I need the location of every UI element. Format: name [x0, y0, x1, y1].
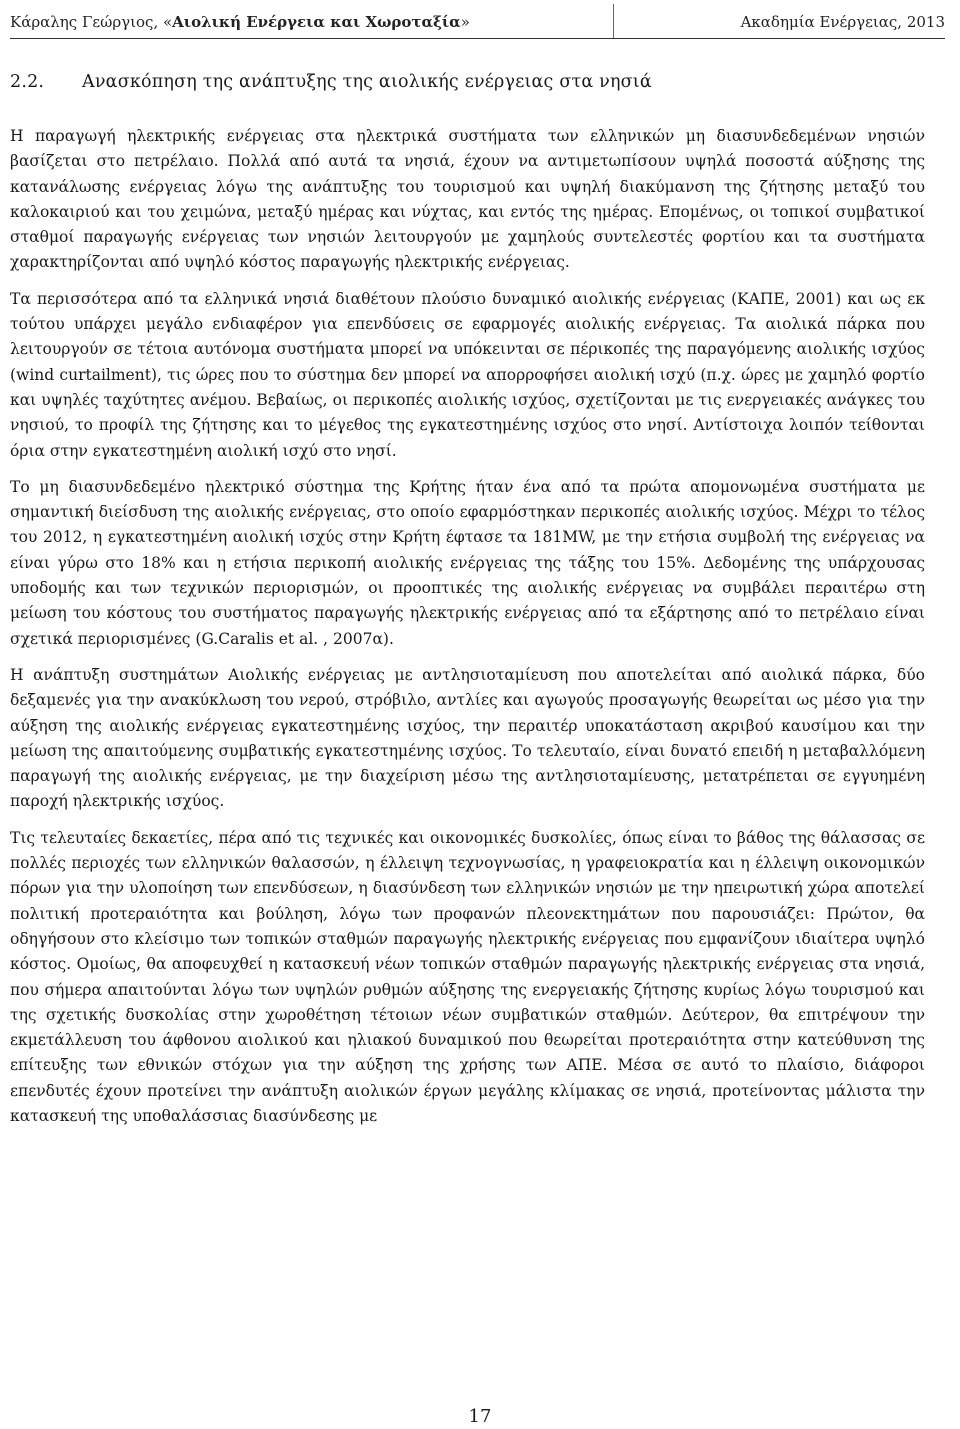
header-rule: [10, 38, 945, 39]
paragraph: Το μη διασυνδεδεμένο ηλεκτρικό σύστημα της Κρήτης ήταν ένα από τα πρώτα απομονωμένα συστήματα με σημαντική διείσδυση της αιολικής ενέργειας, στο οποίο εφαρμόστηκαν περικοπές αιολικής ισχύος. Μέχρι το τέλος του 2012, η εγκατεστημένη αιολική ισχύς στην Κρήτη έφτασε τα 181MW, με την ετήσια συμβολή της ενέργειας να είναι γύρω στο 18% και η ετήσια περικοπή αιολικής ενέργειας της τάξης του 15%. Δεδομένης της υπάρχουσας υποδομής και των τεχνικών περιορισμών, οι προοπτικές της αιολικής ενέργειας να συμβάλει περαιτέρω στη μείωση του κόστους του συστήματος παραγωγής ηλεκτρικής ενέργειας από τα εξάρτησης από το πετρέλαιο είναι σχετικά περιορισμένες (G.Caralis et al. , 2007α).: [10, 477, 925, 648]
section-number: 2.2.: [10, 72, 45, 92]
paragraph: Η παραγωγή ηλεκτρικής ενέργειας στα ηλεκτρικά συστήματα των ελληνικών μη διασυνδεδεμένων νησιών βασίζεται στο πετρέλαιο. Πολλά από αυτά τα νησιά, έχουν να αντιμετωπίσουν υψηλά ποσοστά αύξησης της κατανάλωσης ενέργειας λόγω της ανάπτυξης του τουρισμού και υψηλή διακύμανση της ζήτησης μεταξύ του καλοκαιριού και του χειμώνα, μεταξύ ημέρας και νύχτας, και εντός της ημέρας. Επομένως, οι τοπικοί συμβατικοί σταθμοί παραγωγής ενέργειας των νησιών λειτουργούν με χαμηλούς συντελεστές φορτίου και τα συστήματα χαρακτηρίζονται από υψηλό κόστος παραγωγής ηλεκτρικής ενέργειας.: [10, 127, 925, 272]
section-heading: [10, 72, 652, 92]
header-author: Κάραλης Γεώργιος, «: [10, 13, 173, 31]
paragraph: Η ανάπτυξη συστημάτων Αιολικής ενέργειας με αντλησιοταμίευση που αποτελείται από αιολικά πάρκα, δύο δεξαμενές για την ανακύκλωση του νερού, στρόβιλο, αντλίες και αγωγούς προσαγωγής θεωρείται ως μέσο για την αύξηση της αιολικής ενέργειας εγκατεστημένης ισχύος, την περαιτέρ υποκατάσταση ακριβού καυσίμου και την μείωση της απαιτούμενης συμβατικής εγκατεστημένης ισχύος. Το τελευταίο, είναι δυνατό επειδή η μεταβαλλόμενη παραγωγή της αιολικής ενέργειας, με την διαχείριση μέσω της αντλησιοταμίευσης, μετατρέπεται σε εγγυημένη παροχή ηλεκτρικής ισχύος.: [10, 665, 925, 811]
section-title: Ανασκόπηση της ανάπτυξης της αιολικής ενέργειας στα νησιά: [82, 72, 652, 92]
body-text: [10, 124, 925, 1140]
header-right: Ακαδημία Ενέργειας, 2013: [740, 13, 945, 31]
paragraph: Τις τελευταίες δεκαετίες, πέρα από τις τεχνικές και οικονομικές δυσκολίες, όπως είναι το βάθος της θάλασσας σε πολλές περιοχές των ελληνικών θαλασσών, η έλλειψη τεχνογνωσίας, η γραφειοκρατία και η έλλειψη οικονομικών πόρων για την υλοποίηση των επενδύσεων, η διασύνδεση των ελληνικών νησιών με την ηπειρωτική χώρα αποτελεί πολιτική προτεραιότητα και βούληση, λόγω των προφανών πλεονεκτημάτων που παρουσιάζει: Πρώτον, θα οδηγήσουν στο κλείσιμο των τοπικών σταθμών παραγωγής ηλεκτρικής ενέργειας που εμφανίζουν ιδιαίτερα υψηλό κόστος. Ομοίως, θα αποφευχθεί η κατασκευή νέων τοπικών σταθμών παραγωγής ηλεκτρικής ενέργειας στα νησιά, που σήμερα απαιτούνται λόγω των υψηλών ρυθμών αύξησης της ενεργειακής ζήτησης κυρίως λόγω τουρισμού και της σχετικής δυσκολίας στην χωροθέτηση τέτοιων νέων συμβατικών σταθμών. Δεύτερον, θα επιτρέψουν την εκμετάλλευση του άφθονου αιολικού και ηλιακού δυναμικού που θεωρείται προτεραιότητα στην κατεύθυνση της επίτευξης των εθνικών στόχων για την αύξηση της χρήσης των ΑΠΕ. Μέσα σε αυτό το πλαίσιο, διάφοροι επενδυτές έχουν προτείνει την ανάπτυξη αιολικών έργων μεγάλης κλίμακας σε νησιά, προτείνοντας μάλιστα την κατασκευή της υποθαλάσσιας διασύνδεσης με: [10, 828, 925, 1125]
page-header: [10, 8, 945, 34]
header-title: Αιολική Ενέργεια και Χωροταξία: [172, 13, 461, 31]
header-title-close: »: [460, 13, 470, 31]
header-divider: [613, 4, 614, 38]
paragraph: Τα περισσότερα από τα ελληνικά νησιά διαθέτουν πλούσιο δυναμικό αιολικής ενέργειας (ΚΑΠΕ, 2001) και ως εκ τούτου υπάρχει μεγάλο ενδιαφέρον για επενδύσεις σε εφαρμογές αιολικής ενέργειας. Τα αιολικά πάρκα που λειτουργούν σε τέτοια αυτόνομα συστήματα μπορεί να υπόκεινται σε πέρικοπές της παραγόμενης αιολικής ισχύος (wind curtailment), τις ώρες που το σύστημα δεν μπορεί να απορροφήσει αιολική ισχύ (π.χ. ώρες με χαμηλό φορτίο και υψηλές ταχύτητες ανέμου. Βεβαίως, οι περικοπές αιολικής ισχύος, σχετίζονται με τις ενεργειακές ανάγκες του νησιού, το προφίλ της ζήτησης και το μέγεθος της εγκατεστημένης ισχύος στο νησί. Αντίστοιχα λοιπόν τείθονται όρια στην εγκατεστημένη αιολική ισχύ στο νησί.: [10, 289, 925, 460]
page-number: 17: [468, 1406, 492, 1427]
header-author-title: [10, 10, 470, 34]
